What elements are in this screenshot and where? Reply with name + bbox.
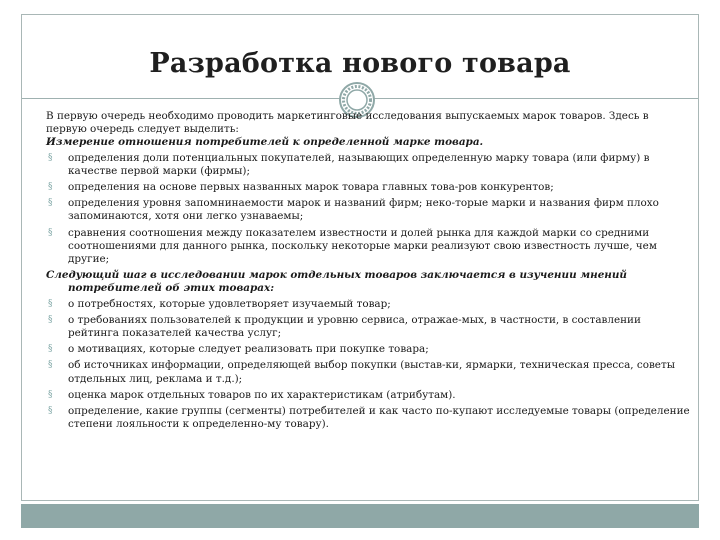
list-item: § о требованиях пользователей к продукции и уровню сервиса, отражае-мых, в частности, в составлении рейтинга показателей качества услуг; (48, 313, 641, 340)
list-item: § сравнения соотношения между показателем известности и долей рынка для каждой марки со средними соотношениями для данного рынка, поскольку некоторые марки реализуют свою известность лучше, чем другие; (48, 226, 657, 266)
list-item: § определения доли потенциальных покупателей, называющих определенную марку товара (или фирму) в качестве первой марки (фирмы); (48, 151, 650, 177)
slide-body (46, 110, 690, 434)
footer-bar (21, 504, 699, 528)
intro-paragraph: В первую очередь необходимо проводить маркетинговые исследования выпускаемых марок товаров. Здесь в первую очередь следует выделить: (46, 110, 649, 136)
bullet-icon: § (48, 389, 53, 400)
list-item: § определение, какие группы (сегменты) потребителей и как часто по-купают исследуемые товары (определение степени лояльности к определенно-му товару). (48, 405, 690, 431)
list-item: § о потребностях, которые удовлетворяет изучаемый товар; (48, 297, 391, 310)
bullet-icon: § (48, 344, 53, 355)
bullet-icon: § (48, 182, 53, 193)
title-area (22, 15, 698, 114)
bullet-icon: § (48, 152, 53, 163)
list-item: § оценка марок отдельных товаров по их характеристикам (атрибутам). (48, 388, 456, 401)
list-item: § определения уровня запомнинаемости марок и названий фирм; неко-торые марки и названия фирм плохо запоминаются, хотя они легко узнаваемы; (48, 197, 659, 223)
slide (21, 14, 699, 501)
bullet-icon: § (48, 314, 53, 325)
bullet-icon: § (48, 360, 53, 371)
list-item: § определения на основе первых названных марок товара главных това-ров конкурентов; (48, 181, 554, 194)
heading-attitude: Измерение отношения потребителей к определенной марке товара. (46, 136, 484, 149)
heading-next-step: Следующий шаг в исследовании марок отдельных товаров заключается в изучении мнений потребителей об этих товарах: (46, 269, 627, 295)
bullet-icon: § (48, 298, 53, 309)
bullet-icon: § (48, 227, 53, 238)
bullet-icon: § (48, 198, 53, 209)
bullet-icon: § (48, 406, 53, 417)
list-item: § о мотивациях, которые следует реализовать при покупке товара; (48, 343, 429, 356)
list-item: § об источниках информации, определяющей выбор покупки (выстав-ки, ярмарки, техническая пресса, советы отдельных лиц, реклама и т.д.); (48, 359, 675, 385)
list-attitude (46, 152, 690, 267)
list-opinions (46, 298, 690, 432)
slide-title: Разработка нового товара (149, 48, 571, 79)
